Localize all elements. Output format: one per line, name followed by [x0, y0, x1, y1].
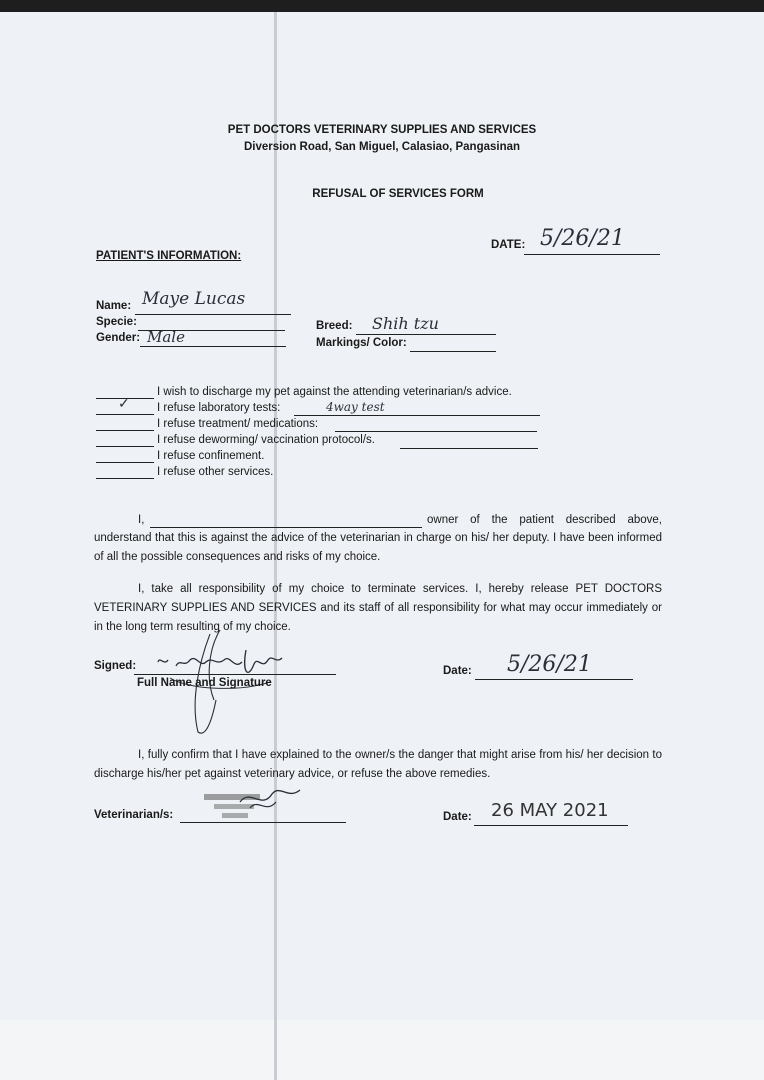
date-label: DATE: [491, 239, 526, 251]
breed-line [356, 334, 496, 335]
option-treatment: I refuse treatment/ medications: [157, 418, 319, 430]
statement-body: understand that this is against the advice of the veterinarian in charge on his/ her deputy. I have been informed of all the possible consequences and risks of my choice. [94, 532, 662, 563]
breed-value: Shih tzu [372, 314, 439, 333]
vet-date-line [474, 825, 628, 826]
gender-value: Male [147, 328, 185, 346]
owner-date-line [475, 679, 633, 680]
date-line [524, 254, 660, 255]
deworming-line [400, 448, 538, 449]
scan-top-edge [0, 0, 764, 12]
option-confinement: I refuse confinement. [157, 450, 265, 462]
markings-label: Markings/ Color: [316, 337, 407, 349]
option-other: I refuse other services. [157, 466, 274, 478]
company-address: Diversion Road, San Miguel, Calasiao, Pangasinan [243, 141, 521, 153]
option-blank-3 [96, 430, 154, 431]
breed-label: Breed: [316, 320, 353, 332]
lab-tests-line [294, 415, 540, 416]
gender-label: Gender: [96, 332, 141, 344]
owner-name-line [150, 527, 422, 528]
treatment-line [335, 431, 537, 432]
lab-tests-detail: 4way test [326, 400, 385, 414]
patient-section-title: PATIENT'S INFORMATION: [96, 250, 242, 262]
statement-intro: I, [138, 514, 145, 526]
option-deworming: I refuse deworming/ vaccination protocol/s. [157, 434, 375, 446]
signed-label: Signed: [94, 660, 137, 672]
specie-label: Specie: [96, 316, 137, 328]
name-label: Name: [96, 300, 132, 312]
owner-date-label: Date: [443, 665, 472, 677]
company-name: PET DOCTORS VETERINARY SUPPLIES AND SERVICES [227, 124, 537, 136]
check-mark-icon: ✓ [118, 396, 130, 412]
form-title: REFUSAL OF SERVICES FORM [312, 188, 484, 200]
signature-caption: Full Name and Signature [137, 677, 272, 689]
option-discharge: I wish to discharge my pet against the attending veterinarian/s advice. [157, 386, 512, 398]
owner-date-value: 5/26/21 [507, 652, 592, 677]
statement-line1-end: owner of the patient described above, [427, 514, 662, 526]
option-lab-tests: I refuse laboratory tests: [157, 402, 281, 414]
gender-line [140, 346, 286, 347]
vet-signature-stamp [200, 780, 310, 830]
option-blank-4 [96, 446, 154, 447]
markings-line [410, 351, 496, 352]
vet-statement: I, fully confirm that I have explained to the owner/s the danger that might arise from his/ her decision to discharge his/her pet against veterinary advice, or refuse the above remedies. [94, 749, 662, 780]
option-blank-6 [96, 478, 154, 479]
name-value: Maye Lucas [142, 289, 246, 309]
option-blank-5 [96, 462, 154, 463]
name-line [135, 314, 291, 315]
release-paragraph: I, take all responsibility of my choice to terminate services. I, hereby release PET DOCTORS VETERINARY SUPPLIES AND SERVICES and its staff of all responsibility for what may occur immediately or in the long term resulting of my choice. [94, 583, 662, 633]
vet-label: Veterinarian/s: [94, 809, 174, 821]
vet-date-label: Date: [443, 811, 472, 823]
date-value: 5/26/21 [540, 226, 625, 251]
vet-date-stamp: 26 MAY 2021 [491, 800, 609, 821]
option-blank-2 [96, 414, 154, 415]
